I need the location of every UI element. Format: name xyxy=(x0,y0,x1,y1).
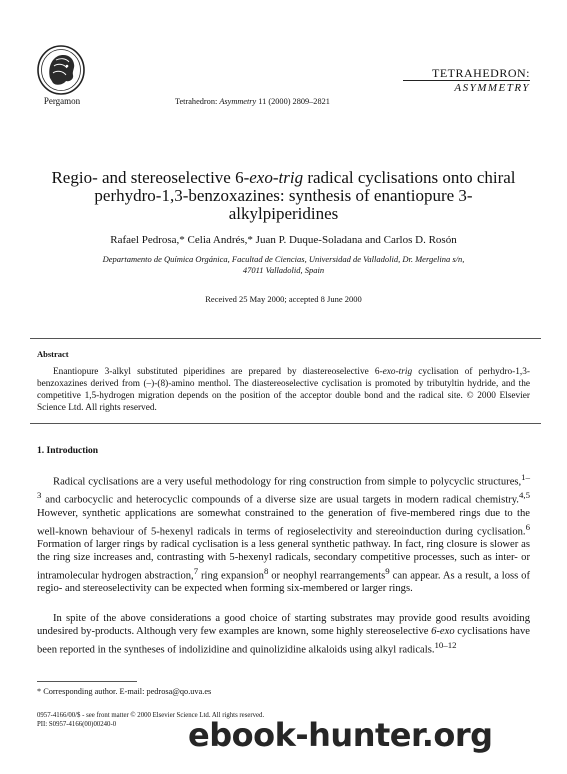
p1-text: However, synthetic applications are somewhat constrained to the generation of five-membered rings due to the well-known behaviour of 5-hexenyl radicals in terms of regioselectivity and stereoinduction during cyclisation. xyxy=(37,507,530,538)
publisher-name: Pergamon xyxy=(43,96,81,106)
reference-link[interactable]: 9 xyxy=(385,566,390,577)
journal-title-rule xyxy=(403,80,530,81)
abstract-top-rule xyxy=(30,338,541,339)
citation-prefix: Tetrahedron: xyxy=(175,97,220,106)
citation-journal: Asymmetry xyxy=(219,97,257,106)
received-dates: Received 25 May 2000; accepted 8 June 2000 xyxy=(205,294,362,304)
intro-paragraph-1 xyxy=(37,471,530,596)
p1-text: Formation of larger rings by radical cyclisation is a less general synthetic pathway. In fact, ring closure is slower as the ring size increases and, contrasting with 5-hexenyl radicals, secondary competitive processes, such as inter- or intramolecular hydrogen abstraction, xyxy=(37,539,530,582)
p1-text: ring expansion xyxy=(198,570,264,582)
section-heading-introduction: 1. Introduction xyxy=(37,446,99,456)
p2-italic: 6-exo xyxy=(431,625,455,637)
reference-link[interactable]: 8 xyxy=(263,566,269,577)
abstract-text-1: Enantiopure 3-alkyl substituted piperidines are prepared by diastereoselective 6- xyxy=(53,367,383,377)
journal-title-line-1: TETRAHEDRON: xyxy=(432,66,530,80)
reference-link[interactable]: 4,5 xyxy=(518,490,530,501)
p1-text: Radical cyclisations are a very useful methodology for ring construction from simple to polycyclic structures, xyxy=(53,476,522,488)
reference-link[interactable]: 7 xyxy=(193,566,199,577)
abstract-text-2: cyclisation of perhydro-1,3-benzoxazines derived from (–)-(8)-amino menthol. The diastereoselective cyclisation is promoted by tributyltin hydride, and the competitive 1,5-hydrogen migration depends on the position of the acceptor double bond and the radical site. © 2000 Elsevier Science Ltd. All rights reserved. xyxy=(37,367,530,413)
intro-paragraph-2 xyxy=(37,613,530,657)
journal-title-line-2: ASYMMETRY xyxy=(454,82,530,94)
abstract-bottom-rule xyxy=(30,423,541,424)
affiliation-line-1: Departamento de Química Orgánica, Facultad de Ciencias, Universidad de Valladolid, Dr. Mergelina s/n, xyxy=(102,254,465,264)
pergamon-elsevier-logo-icon xyxy=(36,44,86,96)
footnote-rule xyxy=(37,681,137,682)
copyright-line: 0957-4166/00/$ - see front matter © 2000 Elsevier Science Ltd. All rights reserved. xyxy=(37,712,265,719)
reference-link[interactable]: 1–3 xyxy=(37,472,530,501)
reference-link[interactable]: 6 xyxy=(525,521,530,532)
title-part-1: Regio- and stereoselective 6- xyxy=(51,168,250,187)
abstract-text xyxy=(37,366,530,414)
title-part-2: radical cyclisations onto chiral perhydro-1,3-benzoxazines: synthesis of enantiopure 3-alkylpiperidines xyxy=(94,168,516,223)
abstract-italic: exo-trig xyxy=(382,367,413,377)
corresponding-author-footnote: * Corresponding author. E-mail: pedrosa@qo.uva.es xyxy=(37,687,212,696)
p2-text: In spite of the above considerations a good choice of starting substrates may provide good results avoiding undesired by-products. Although very few examples are known, some highly stereoselective xyxy=(37,613,530,637)
p2-text: cyclisations have been reported in the syntheses of indolizidine and quinolizidine alkaloids using alkyl radicals. xyxy=(37,625,530,656)
reference-link[interactable]: 10–12 xyxy=(434,639,457,650)
abstract-heading: Abstract xyxy=(37,349,69,359)
title-italic: exo-trig xyxy=(249,168,304,187)
p1-text: or neophyl rearrangements xyxy=(268,570,386,582)
p1-text: can appear. As a result, a loss of regio- and stereoselectivity can be expected when forming six-membered or larger rings. xyxy=(37,570,530,595)
author-list: Rafael Pedrosa,* Celia Andrés,* Juan P. Duque-Soladana and Carlos D. Rosón xyxy=(110,234,457,246)
affiliation-line-2: 47011 Valladolid, Spain xyxy=(242,265,325,275)
affiliation xyxy=(40,254,527,276)
pii-line: PII: S0957-4166(00)00240-0 xyxy=(37,721,117,728)
article-title xyxy=(40,169,527,223)
p1-text: and carbocyclic and heterocyclic compounds of a diverse size are usual targets in modern radical chemistry. xyxy=(41,494,519,506)
citation-suffix: 11 (2000) 2809–2821 xyxy=(256,97,330,106)
watermark: ebook-hunter.org xyxy=(188,716,493,754)
journal-citation xyxy=(175,97,330,106)
